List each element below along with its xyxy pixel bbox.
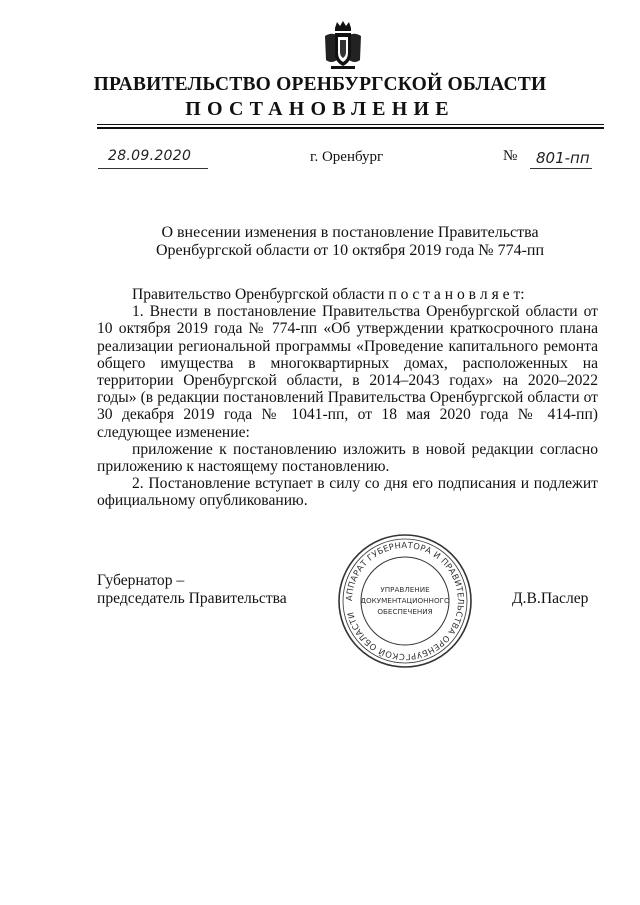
document-date: 28.09.2020 [108,148,192,164]
stamp-center-line-3: ОБЕСПЕЧЕНИЯ [377,607,433,616]
header-divider-thin [97,124,604,125]
subject-line-2: Оренбургской области от 10 октября 2019 года № 774-пп [155,242,545,259]
preamble: Правительство Оренбургской области п о с т а н о в л я е т: [132,286,525,303]
number-underline [530,168,592,169]
stamp-center-line-1: УПРАВЛЕНИЕ [380,585,430,594]
document-subject [100,224,600,260]
stamp-center-line-2: ДОКУМЕНТАЦИОННОГО [360,596,450,605]
document-body [97,286,598,510]
signer-title-line-1: Губернатор – [97,572,185,589]
stamp-ring-text: АППАРАТ ГУБЕРНАТОРА И ПРАВИТЕЛЬСТВА ОРЕНБУРГСКОЙ ОБЛАСТИ [343,539,467,663]
official-stamp [337,533,473,669]
number-sign: № [503,148,518,164]
signer-title-line-2: председатель Правительства [97,590,287,607]
clause-1: 1. Внести в постановление Правительства Оренбургской области от 10 октября 2019 года № 774-пп «Об утверждении краткосрочного плана реализации региональной программы «Проведение капитального ремонта общего имущества в многоквартирных домах, расположенных на территории Оренбургской области, в 2014–2043 годах» на 2020–2022 годы» (в редакции постановлений Правительства Оренбургской области от 30 декабря 2019 года № 1041-пп, от 18 мая 2020 года № 414-пп) следующее изменение: [97,303,598,441]
organization-title: ПРАВИТЕЛЬСТВО ОРЕНБУРГСКОЙ ОБЛАСТИ [93,74,547,95]
document-city: г. Оренбург [310,149,384,165]
clause-2: 2. Постановление вступает в силу со дня его подписания и подлежит официальному опубликованию. [97,475,598,510]
document-number: 801-пп [536,149,590,167]
signer-name: Д.В.Паслер [512,590,589,607]
clause-1-detail: приложение к постановлению изложить в новой редакции согласно приложению к настоящему постановлению. [97,440,598,476]
coat-of-arms-icon [323,20,363,72]
date-underline [98,168,208,169]
document-type-title: ПОСТАНОВЛЕНИЕ [185,98,455,120]
header-divider-thick [97,127,604,129]
subject-line-1: О внесении изменения в постановление Правительства [161,224,539,241]
signer-title [97,572,287,608]
